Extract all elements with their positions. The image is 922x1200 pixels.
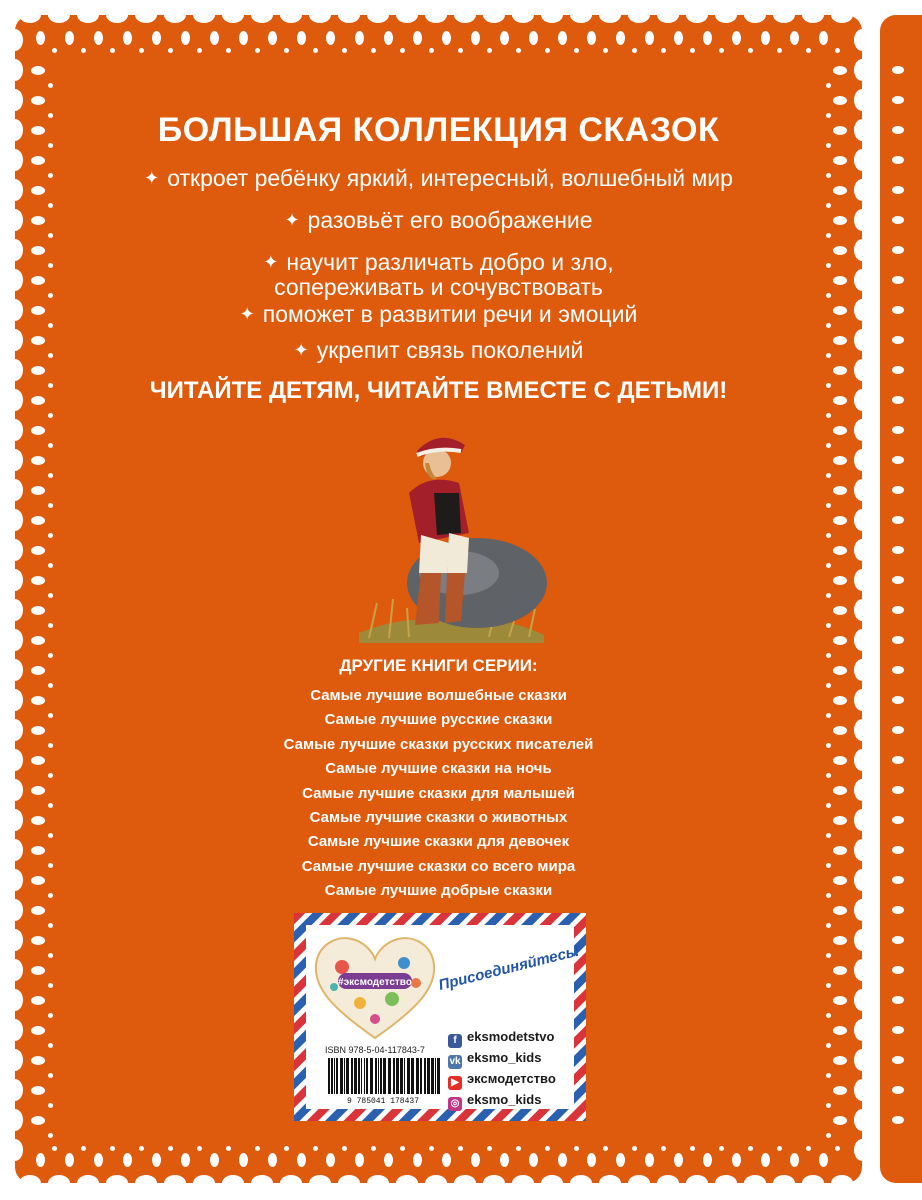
lace-hole <box>892 846 904 854</box>
bullet-item-continued: сопереживать и сочувствовать <box>274 274 603 300</box>
lace-hole <box>892 516 904 524</box>
barcode-bar <box>351 1058 353 1094</box>
barcode-bar <box>328 1058 330 1094</box>
heart-label: #эксмодетство <box>338 977 412 988</box>
lace-hole <box>892 726 904 734</box>
lace-hole <box>892 906 904 914</box>
slogan: ЧИТАЙТЕ ДЕТЯМ, ЧИТАЙТЕ ВМЕСТЕ С ДЕТЬМИ! <box>149 377 728 404</box>
social-label: eksmo_kids <box>467 1092 542 1107</box>
series-book-title: Самые лучшие сказки со всего мира <box>301 857 576 875</box>
barcode-bar <box>431 1058 434 1094</box>
lace-hole <box>892 336 904 344</box>
barcode-bar <box>396 1058 399 1094</box>
isbn-text: ISBN 978-5-04-117843-7 <box>325 1045 425 1055</box>
barcode-bar <box>407 1058 410 1094</box>
info-stamp <box>294 913 586 1121</box>
lace-hole <box>892 606 904 614</box>
lace-hole <box>892 936 904 944</box>
social-link[interactable] <box>448 1092 541 1111</box>
barcode-bar <box>378 1058 379 1094</box>
lace-hole <box>892 966 904 974</box>
lace-hole <box>892 1086 904 1094</box>
lace-hole <box>892 1116 904 1124</box>
bullet-item: ✦ поможет в развитии речи и эмоций <box>239 301 638 327</box>
barcode-bar <box>383 1058 386 1094</box>
series-book-title: Самые лучшие сказки о животных <box>309 809 568 826</box>
lace-hole <box>892 426 904 434</box>
barcode-bar <box>331 1058 333 1094</box>
series-book-title: Самые лучшие добрые сказки <box>324 882 553 900</box>
lace-hole <box>892 666 904 674</box>
lace-hole <box>892 1056 904 1064</box>
facebook-icon: f <box>448 1034 462 1048</box>
lace-hole <box>892 306 904 314</box>
barcode-bar <box>411 1058 414 1094</box>
social-label: eksmodetstvo <box>467 1029 555 1044</box>
barcode-bar <box>393 1058 395 1094</box>
series-book-title: Самые лучшие сказки на ночь <box>325 760 552 778</box>
social-label: эксмодетство <box>467 1071 556 1086</box>
lace-hole <box>892 786 904 794</box>
barcode-bar <box>404 1058 405 1094</box>
vk-icon: vk <box>449 1056 461 1067</box>
barcode-bar <box>388 1058 391 1094</box>
cover-title: БОЛЬШАЯ КОЛЛЕКЦИЯ СКАЗОК <box>157 111 720 149</box>
lace-hole <box>892 156 904 164</box>
barcode-bar <box>370 1058 373 1094</box>
barcode-bar <box>427 1058 430 1094</box>
social-link[interactable] <box>448 1071 556 1090</box>
lace-hole <box>892 816 904 824</box>
lace-hole <box>892 246 904 254</box>
lace-hole <box>892 96 904 104</box>
heart-logo <box>312 933 438 1043</box>
barcode-digits: 9 785041 178437 <box>346 1097 420 1104</box>
lace-hole <box>892 576 904 584</box>
lace-hole <box>892 1026 904 1034</box>
lace-hole <box>892 456 904 464</box>
lace-hole <box>892 216 904 224</box>
barcode-bar <box>361 1058 362 1094</box>
barcode-bar <box>400 1058 403 1094</box>
youtube-icon: ▶ <box>448 1076 462 1090</box>
barcode-bar <box>354 1058 357 1094</box>
barcode-bar <box>420 1058 422 1094</box>
lace-hole <box>892 396 904 404</box>
lace-hole <box>892 696 904 704</box>
lace-hole <box>892 66 904 74</box>
barcode-bar <box>340 1058 343 1094</box>
lace-hole <box>892 996 904 1004</box>
barcode-bar <box>364 1058 365 1094</box>
stamp-content <box>306 925 582 1109</box>
barcode <box>324 1058 442 1104</box>
lace-hole <box>892 636 904 644</box>
series-book-title: Самые лучшие волшебные сказки <box>310 687 567 704</box>
barcode-bar <box>344 1058 345 1094</box>
lace-hole <box>892 486 904 494</box>
prince-illustration <box>349 423 549 643</box>
barcode-bar <box>358 1058 360 1094</box>
lace-hole <box>892 546 904 554</box>
social-link[interactable] <box>448 1050 541 1069</box>
lace-hole <box>892 366 904 374</box>
series-book-title: Самые лучшие русские сказки <box>324 711 553 729</box>
lace-hole <box>892 876 904 884</box>
bullet-item: ✦ научит различать добро и зло, <box>263 249 614 275</box>
barcode-bar <box>416 1058 419 1094</box>
lace-hole <box>892 186 904 194</box>
cover-content <box>15 15 862 1183</box>
series-book-title: Самые лучшие сказки для малышей <box>302 784 575 802</box>
barcode-bar <box>435 1058 436 1094</box>
series-book-title: Самые лучшие сказки для девочек <box>307 833 570 851</box>
lace-hole <box>892 756 904 764</box>
barcode-bar <box>375 1058 377 1094</box>
social-link[interactable] <box>448 1029 554 1048</box>
bullet-item: ✦ укрепит связь поколений <box>293 337 584 363</box>
barcode-bar <box>366 1058 368 1094</box>
social-label: eksmo_kids <box>467 1050 542 1065</box>
barcode-bar <box>346 1058 349 1094</box>
bullet-item: ✦ разовьёт его воображение <box>284 207 593 233</box>
join-label: Присоединяйтесь! <box>436 942 582 994</box>
lace-hole <box>892 126 904 134</box>
barcode-bar <box>424 1058 426 1094</box>
instagram-icon: ◎ <box>448 1097 462 1111</box>
barcode-bar <box>437 1058 440 1094</box>
barcode-bar <box>336 1058 338 1094</box>
barcode-bar <box>380 1058 382 1094</box>
barcode-bar <box>334 1058 335 1094</box>
series-title: ДРУГИЕ КНИГИ СЕРИИ: <box>339 656 538 675</box>
series-book-title: Самые лучшие сказки русских писателей <box>283 735 594 753</box>
bullet-item: ✦ откроет ребёнку яркий, интересный, волшебный мир <box>144 165 733 191</box>
lace-hole <box>892 276 904 284</box>
